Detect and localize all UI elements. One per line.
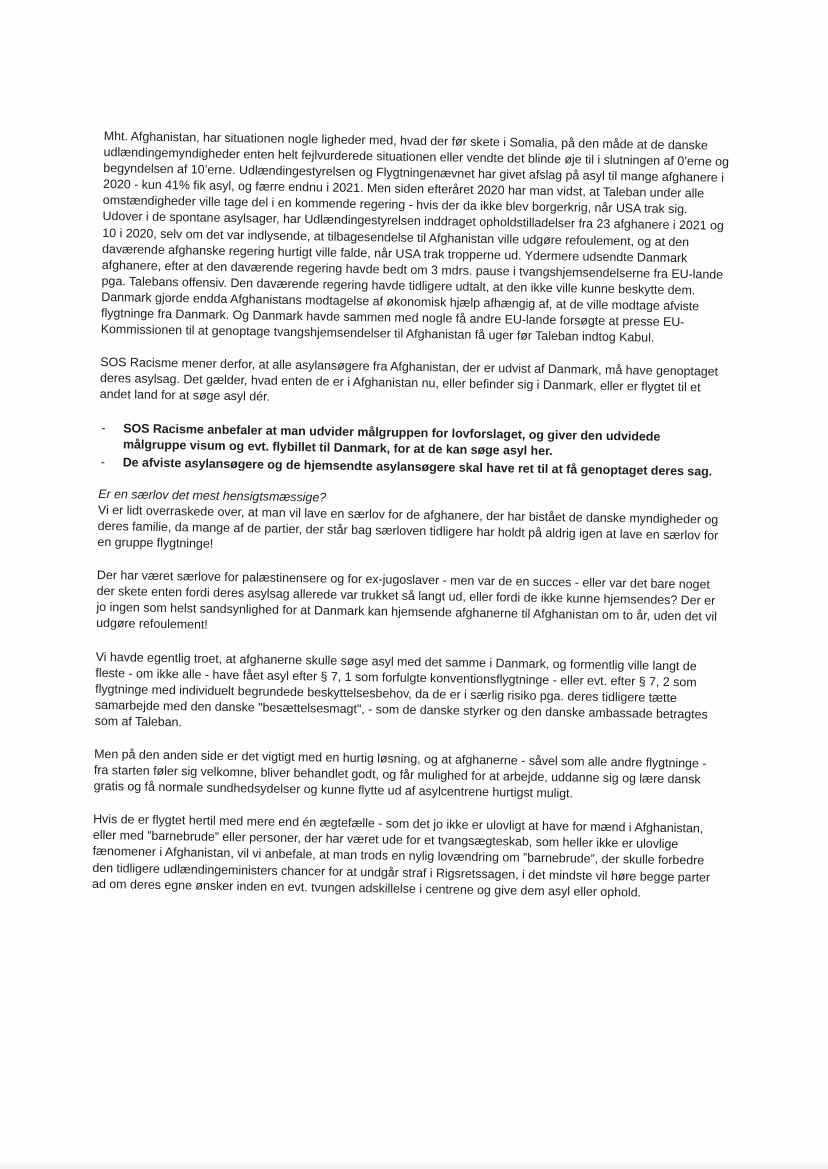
- bullet-dash: -: [100, 454, 106, 469]
- paragraph-asylum-expectation: Vi havde egentlig troet, at afghanerne skulle søge asyl med det samme i Danmark, og formentlig ville langt de fleste - om ikke alle - have fået asyl efter § 7, 1 som forfulgte konventionsflygtninge - eller evt. efter § 7, 2 som flygtninge med individuelt begrundede beskyttelsesbehov, da de er i særlig risiko pga. deres tidligere tætte samarbejde med den danske "besættelsesmagt", - som de danske styrker og den danske ambassade betragtes som af Taleban.: [94, 649, 708, 730]
- paragraph-saerlov-surprise: Vi er lidt overraskede over, at man vil lave en særlov for de afghanere, der har bistået de danske myndigheder og deres familie, da mange af de partier, der står bag særloven tidligere har holdt på aldrig igen at lave en særlov for en gruppe flygtninge!: [97, 502, 719, 551]
- paragraph-sos-racisme-position: SOS Racisme mener derfor, at alle asylansøgere fra Afghanistan, der er udvist af Danmark, må have genoptaget deres asylsag. Det gælder, hvad enten de er i Afghanistan nu, eller befinder sig i Danmark, eller er flygtet til et andet land for at søge asyl dér.: [99, 355, 719, 405]
- recommendation-text: SOS Racisme anbefaler at man udvider målgruppen for lovforslaget, og giver den udvidede målgruppe visum og evt. flybillet til Danmark, for at de kan søge asyl her.: [122, 420, 661, 458]
- paragraph-spouses-child-brides: Hvis de er flygtet hertil med mere end én ægtefælle - som det jo ikke er ulovligt at have for mænd i Afghanistan, eller med ”barnebrude” eller personer, der har været ude for et tvangsægteskab, som heller ikke er ulovlige fænomener i Afghanistan, vil vi anbefale, at man trods en nylig lovændring om ”barnebrude”, der skulle forbedre den tidligere udlændingeministers chancer for at undgår straf i Rigsretssagen, i det mindste vil høre begge parter ad om deres egne ønsker inden en evt. tvungen adskillelse i centrene og give dem asyl eller ophold.: [92, 812, 711, 900]
- scan-edge-shadow: [0, 1161, 828, 1169]
- document-body: [92, 128, 730, 918]
- recommendation-list: [99, 419, 726, 479]
- recommendation-text: De afviste asylansøgere og de hjemsendte asylansøgere skal have ret til at få genoptaget deres sag.: [122, 455, 713, 479]
- paragraph-afghanistan-situation: Mht. Afghanistan, har situationen nogle ligheder med, hvad der før skete i Somalia, på den måde at de danske udlændingemyndigheder enten helt fejlvurderede situationen eller vendte det blinde øje til i slutningen af 0’erne og begyndelsen af 10’erne. Udlændingestyrelsen og Flygtningenævnet har givet afslag på asyl til mange afghanere i 2020 - kun 41% fik asyl, og færre endnu i 2021. Men siden efteråret 2020 har man vidst, at Taleban under alle omstændigheder ville tage del i en kommende regering - hvis der da ikke blev borgerkrig, når USA trak sig. Udover i de spontane asylsager, har Udlændingestyrelsen inddraget opholdstilladelser fra 23 afghanere i 2021 og 10 i 2020, selv om det var indlysende, at tilbagesendelse til Afghanistan ville udgøre refoulement, og at den daværende afghanske regering hurtigt ville falde, når USA trak tropperne ud. Ydermere udsendte Danmark afghanere, efter at den daværende regering havde bedt om 3 mdrs. pause i tvangshjemsendelserne fra EU-lande pga. Talebans offensiv. Den daværende regering havde tidligere udtalt, at den ikke ville kunne beskytte dem. Danmark gjorde endda Afghanistans modtagelse af økonomisk hjælp afhængig af, at de ville modtage afviste flygtninge fra Danmark. Og Danmark havde sammen med nogle få andre EU-lande forsøgte at presse EU-Kommissionen til at genoptage tvangshjemsendelser til Afghanistan få uger før Taleban indtog Kabul.: [100, 128, 730, 345]
- paragraph-previous-special-laws: Der har været særlove for palæstinensere og for ex-jugoslaver - men var de en succes - eller var det bare noget der skete enten fordi deres asylsag allerede var trukket så langt ud, eller fordi de ikke kunne hjemsendes? Der er jo ingen som helst sandsynlighed for at Danmark kan hjemsende afghanerne til Afghanistan om to år, uden det vil udgøre refoulement!: [96, 568, 718, 633]
- paragraph-quick-solution: Men på den anden side er det vigtigt med en hurtig løsning, og at afghanerne - såvel som alle andre flygtninge - fra starten føler sig velkomne, bliver behandlet godt, og får mulighed for at arbejde, uddanne sig og lære dansk gratis og få normale sundhedsydelser og kunne flytte ud af asylcentrene hurtigst muligt.: [93, 746, 707, 801]
- section-heading: Er en særlov det mest hensigtsmæssige?: [98, 486, 327, 505]
- bullet-dash: -: [101, 420, 106, 435]
